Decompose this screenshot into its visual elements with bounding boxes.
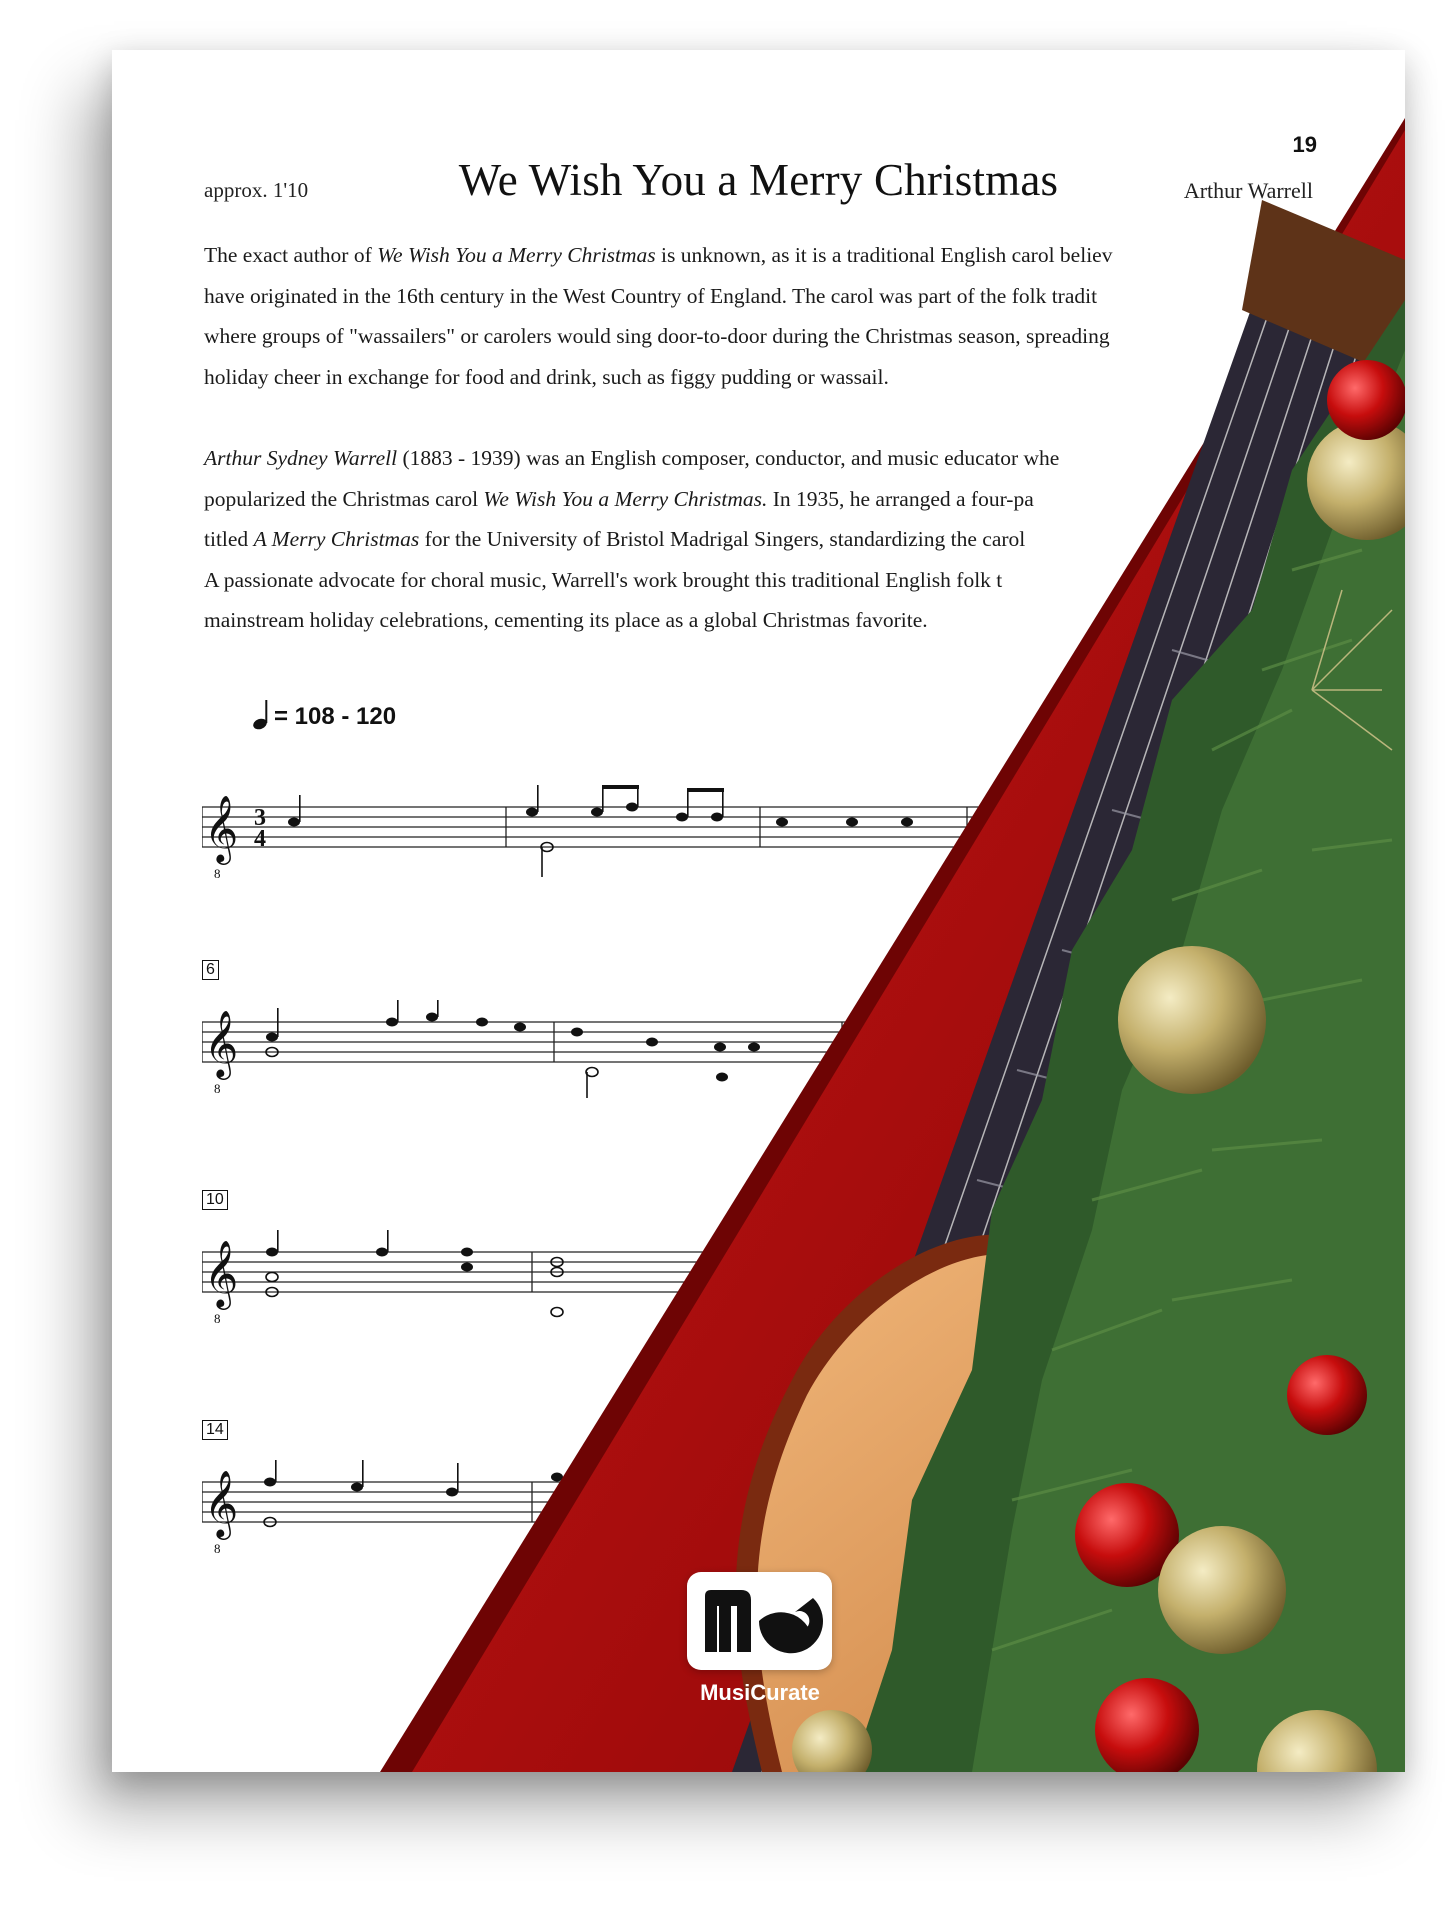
page-title: We Wish You a Merry Christmas bbox=[458, 155, 1059, 205]
composer-label: Arthur Warrell bbox=[1183, 178, 1313, 203]
text-line: have originated in the 16th century in the West Country of England. The carol was part of the folk tradit bbox=[204, 283, 1098, 308]
tempo-mark: = 108 - 120 bbox=[252, 700, 396, 731]
gold-ornament bbox=[1158, 1526, 1286, 1654]
text-line: holiday cheer in exchange for food and drink, such as figgy pudding or wassail. bbox=[204, 364, 889, 389]
sheet-page bbox=[112, 50, 1405, 1772]
duration-label: approx. 1'10 bbox=[204, 178, 309, 202]
red-ornament bbox=[1287, 1355, 1367, 1435]
cover-artwork bbox=[112, 50, 1405, 1772]
svg-text:4: 4 bbox=[254, 826, 266, 852]
measure-number: 10 bbox=[202, 1190, 228, 1210]
text-line: popularized the Christmas carol We Wish You a Merry Christmas. In 1935, he arranged a four-pa bbox=[204, 486, 1034, 511]
mc-monogram-icon bbox=[687, 1572, 832, 1670]
gold-ornament bbox=[1118, 946, 1266, 1094]
page-number: 19 bbox=[1292, 132, 1317, 157]
treble-clef-icon: 𝄞 bbox=[204, 1009, 239, 1077]
measure-number: 14 bbox=[202, 1420, 228, 1440]
svg-text:8: 8 bbox=[214, 1311, 221, 1326]
text-line: Arthur Sydney Warrell (1883 - 1939) was an English composer, conductor, and music educator whe bbox=[204, 446, 1060, 470]
text-line: mainstream holiday celebrations, cementing its place as a global Christmas favorite. bbox=[204, 608, 928, 632]
text-line: A passionate advocate for choral music, Warrell's work brought this traditional English folk t bbox=[204, 567, 1003, 592]
svg-text:8: 8 bbox=[214, 1541, 221, 1556]
treble-clef-icon: 𝄞 bbox=[204, 794, 239, 862]
text-line: titled A Merry Christmas for the University of Bristol Madrigal Singers, standardizing the carol bbox=[204, 527, 1026, 551]
svg-text:8: 8 bbox=[214, 866, 221, 881]
svg-text:3: 3 bbox=[254, 805, 266, 831]
treble-clef-icon: 𝄞 bbox=[204, 1469, 239, 1537]
text-line: where groups of "wassailers" or carolers would sing door-to-door during the Christmas season, spreading bbox=[204, 324, 1110, 348]
measure-number: 6 bbox=[202, 960, 219, 980]
text-line: The exact author of We Wish You a Merry Christmas is unknown, as it is a traditional English carol believ bbox=[204, 243, 1113, 267]
treble-clef-icon: 𝄞 bbox=[204, 1239, 239, 1307]
brand-logo bbox=[687, 1572, 832, 1670]
svg-text:8: 8 bbox=[214, 1081, 221, 1096]
brand-name: MusiCurate bbox=[700, 1680, 820, 1705]
red-ornament bbox=[1327, 360, 1405, 440]
